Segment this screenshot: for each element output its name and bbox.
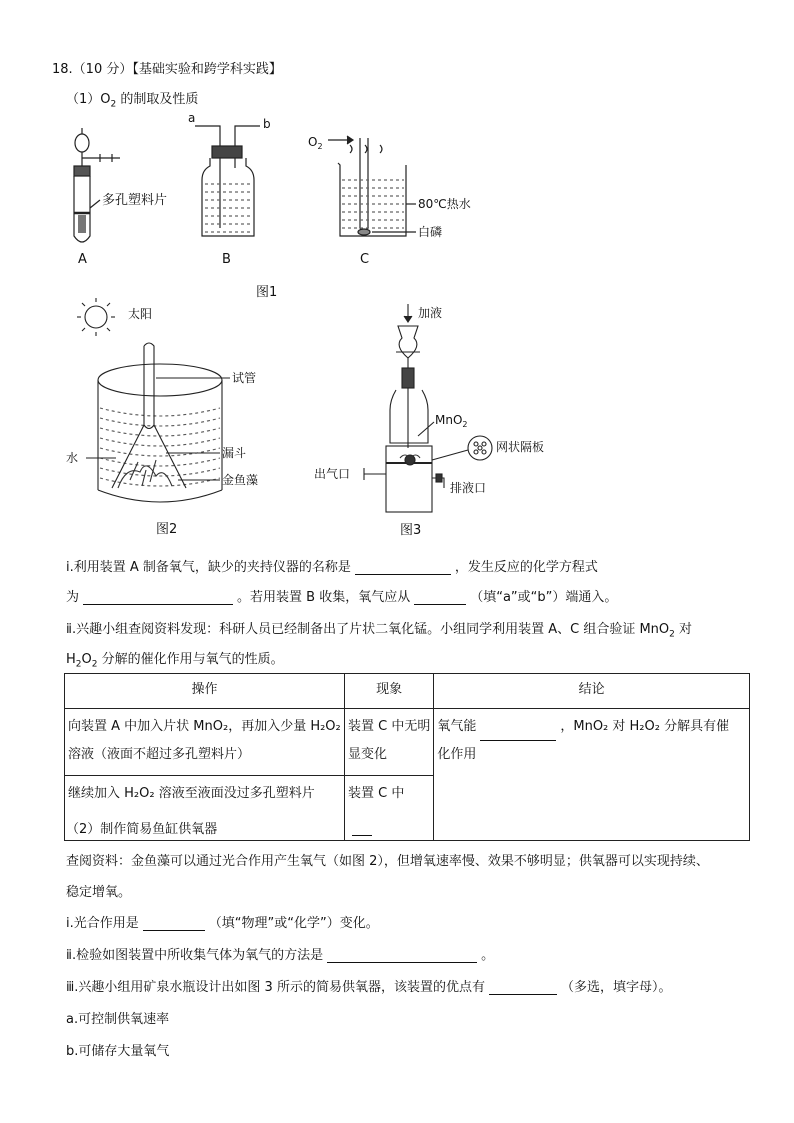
header-operation: 操作 <box>65 674 345 709</box>
row1-phenomenon: 装置 C 中无明 显变化 <box>345 709 434 776</box>
part2-q1: ⅰ.光合作用是 （填“物理”或“化学”）变化。 <box>66 916 379 931</box>
label-c: C <box>360 252 370 267</box>
row1-operation: 向装置 A 中加入片状 MnO₂，再加入少量 H₂O₂ 溶液（液面不超过多孔塑料片） <box>65 709 345 776</box>
answer-blank-oxygen-property[interactable] <box>480 726 556 741</box>
mno2-label: MnO$_2$ <box>435 413 468 429</box>
answer-blank-advantages[interactable] <box>489 980 557 995</box>
part2-info-line1: 查阅资料：金鱼藻可以通过光合作用产生氧气（如图 2），但增氧速率慢、效果不够明显；供氧器可以实现持续、 <box>66 854 709 869</box>
answer-blank-clamp[interactable] <box>355 560 451 575</box>
answer-blank-test-method[interactable] <box>327 948 477 963</box>
answer-blank-change-type[interactable] <box>143 916 205 931</box>
o2-label: $O_2$ <box>308 135 323 151</box>
part2-q2: ⅱ.检验如图装置中所收集气体为氧气的方法是 。 <box>66 948 495 963</box>
label-b: B <box>222 252 231 267</box>
row2-phenomenon: 装置 C 中 <box>345 776 434 841</box>
apparatus-b <box>195 126 260 236</box>
gas-outlet-label: 出气口 <box>314 467 351 481</box>
part2-title: （2）制作简易鱼缸供氧器 <box>66 822 218 837</box>
answer-blank-inlet[interactable] <box>414 590 466 605</box>
header-phenomenon: 现象 <box>345 674 434 709</box>
figure-3 <box>310 298 580 545</box>
tube-b-label: b <box>263 117 271 131</box>
question-header: 18.（10 分）【基础实验和跨学科实践】 <box>52 62 282 77</box>
figure-2-caption: 图2 <box>156 522 178 537</box>
row1-conclusion: 氧气能 ，MnO₂ 对 H₂O₂ 分解具有催 化作用 <box>434 709 750 841</box>
funnel-label: 漏斗 <box>222 446 247 460</box>
header-conclusion: 结论 <box>434 674 750 709</box>
answer-blank-equation[interactable] <box>83 590 233 605</box>
beaker-apparatus <box>86 343 230 502</box>
goldfish-weed-label: 金鱼藻 <box>222 473 259 487</box>
test-tube-label: 试管 <box>232 371 257 385</box>
q-i-line2: 为 。若用装置 B 收集，氧气应从 （填“a”或“b”）端通入。 <box>66 590 618 605</box>
table-header-row <box>65 674 750 709</box>
row2-operation: 继续加入 H₂O₂ 溶液至液面没过多孔塑料片 <box>65 776 345 841</box>
q-ii-line2: $H_2O_2$ 分解的催化作用与氧气的性质。 <box>66 652 284 670</box>
drain-label: 排液口 <box>450 481 487 495</box>
hot-water-label: 80℃热水 <box>418 197 471 211</box>
sun-label: 太阳 <box>128 307 153 321</box>
apparatus-a <box>74 128 120 242</box>
figure-1 <box>60 108 480 308</box>
figure-1-caption: 图1 <box>256 285 278 300</box>
plastic-plate-label: 多孔塑料片 <box>102 193 168 208</box>
part2-q3: ⅲ.兴趣小组用矿泉水瓶设计出如图 3 所示的简易供氧器，该装置的优点有 （多选，填字母）。 <box>66 980 672 995</box>
white-phosphorus-label: 白磷 <box>418 225 443 239</box>
option-a: a.可控制供氧速率 <box>66 1012 170 1027</box>
label-a: A <box>78 252 87 267</box>
mesh-label: 网状隔板 <box>496 440 545 454</box>
figure-2 <box>60 290 300 545</box>
add-liquid-label: 加液 <box>418 306 443 320</box>
table-row <box>65 709 750 776</box>
water-label: 水 <box>66 451 79 465</box>
q-ii-line1: ⅱ.兴趣小组查阅资料发现：科研人员已经制备出了片状二氧化锰。小组同学利用装置 A、C 组合验证 MnO$_2$ 对 <box>66 622 693 640</box>
apparatus-c <box>328 136 416 236</box>
experiment-table <box>64 673 750 841</box>
option-b: b.可储存大量氧气 <box>66 1044 170 1059</box>
part1-title: $(1)O_2$ 的制取及性质 <box>66 92 199 110</box>
part2-info-line2: 稳定增氧。 <box>66 885 132 900</box>
answer-blank-phenomenon[interactable] <box>352 821 372 836</box>
q-i-line1: ⅰ.利用装置 A 制备氧气，缺少的夹持仪器的名称是 ，发生反应的化学方程式 <box>66 560 598 575</box>
sun-icon <box>77 298 115 336</box>
figure-3-caption: 图3 <box>400 523 422 538</box>
tube-a-label: a <box>188 111 196 125</box>
